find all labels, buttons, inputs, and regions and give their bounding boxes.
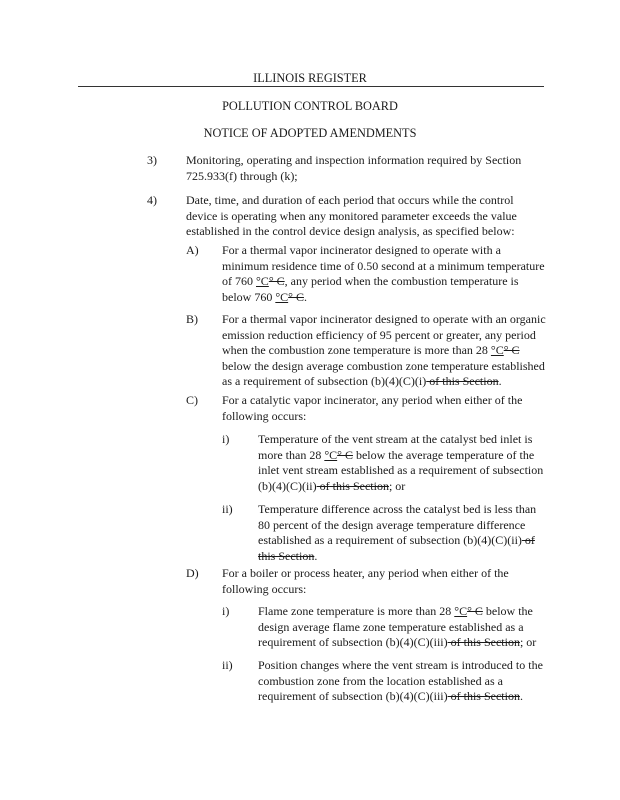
item-b-number: B) xyxy=(186,312,198,326)
item-a-number: A) xyxy=(186,243,199,257)
item-c-text: For a catalytic vapor incinerator, any period when either of the following occurs: xyxy=(222,393,523,423)
deleted-text: ° C xyxy=(288,289,304,304)
deleted-text: of this Section xyxy=(316,478,389,493)
item-4-text: Date, time, and duration of each period that occurs while the control device is operating when any monitored parameter exceeds the value established in the control device design analysis, as specified below: xyxy=(186,193,517,238)
board-title: POLLUTION CONTROL BOARD xyxy=(222,99,398,113)
deleted-text: of xyxy=(521,533,535,547)
item-3-number: 3) xyxy=(147,153,157,167)
item-3-text: Monitoring, operating and inspection information required by Section 725.933(f) through (k); xyxy=(186,153,522,183)
inserted-text: °C xyxy=(275,289,289,304)
deleted-text: ° C xyxy=(503,343,520,357)
deleted-text: of this Section xyxy=(447,689,520,703)
register-header: ILLINOIS REGISTER xyxy=(253,71,367,85)
header-rule xyxy=(78,86,544,87)
deleted-text: ° C xyxy=(337,447,353,462)
item-d-ii-number: ii) xyxy=(222,658,233,672)
deleted-text: of this Section xyxy=(426,374,499,388)
item-d-text: For a boiler or process heater, any period when either of the following occurs: xyxy=(222,566,509,596)
item-d-i-number: i) xyxy=(222,604,230,618)
inserted-text: °C xyxy=(454,604,468,618)
deleted-text: ° C xyxy=(268,274,285,288)
item-c-ii-text: Temperature difference across the catalyst bed is less than 80 percent of the design average temperature difference established as a requirement of subsection (b)(4)(C)(ii) of this Section. xyxy=(258,502,537,563)
deleted-text: ° C xyxy=(467,604,483,618)
notice-title: NOTICE OF ADOPTED AMENDMENTS xyxy=(203,126,417,140)
inserted-text: °C xyxy=(256,274,269,288)
item-c-i-number: i) xyxy=(222,432,230,446)
item-d-number: D) xyxy=(186,566,199,580)
deleted-text: of this Section xyxy=(447,635,520,649)
deleted-text: this Section xyxy=(258,548,315,563)
item-c-i-text: Temperature of the vent stream at the catalyst bed inlet is more than 28 °C° C below the average temperature of the inlet vent stream established as a requirement of subsection (b)(4)(C)(ii) of this Section; or xyxy=(258,432,544,493)
item-d-i-text: Flame zone temperature is more than 28 °C° C below the design average flame zone temperature established as a requirement of subsection (b)(4)(C)(iii) of this Section; or xyxy=(258,604,537,649)
item-4-number: 4) xyxy=(147,193,157,207)
item-c-ii-number: ii) xyxy=(222,502,233,516)
item-c-number: C) xyxy=(186,393,198,407)
item-d-ii-text: Position changes where the vent stream is introduced to the combustion zone from the location established as a requirement of subsection (b)(4)(C)(iii) of this Section. xyxy=(258,658,543,703)
inserted-text: °C xyxy=(324,447,338,462)
item-b-text: For a thermal vapor incinerator designed to operate with an organic emission reduction efficiency of 95 percent or greater, any period when the combustion zone temperature is more than 28 °C° C below the design average combustion zone temperature established as a requirement of subsection (b)(4)(C)(i) of this Section. xyxy=(222,312,546,388)
item-a-text: For a thermal vapor incinerator designed to operate with a minimum residence time of 0.50 second at a minimum temperature of 760 °C° C, any period when the combustion temperature is below 760 °C° C. xyxy=(222,243,545,304)
inserted-text: °C xyxy=(490,343,504,357)
